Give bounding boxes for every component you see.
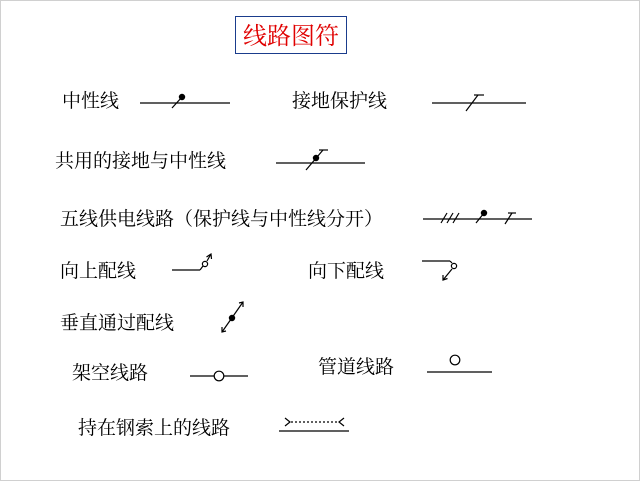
combined-earth-neutral-line-symbol [276,150,365,170]
label-five-wire-line: 五线供电线路（保护线与中性线分开） [60,208,384,230]
five-wire-line-symbol [423,210,532,224]
label-neutral-line: 中性线 [62,90,120,112]
wiring-up-symbol [172,254,212,270]
neutral-line-symbol [140,94,230,108]
conduit-line-symbol [427,355,492,372]
protective-earth-line-symbol [432,95,526,111]
label-conduit-line: 管道线路 [318,356,395,378]
overhead-line-symbol [190,371,248,381]
label-catenary-wire-line: 持在钢索上的线路 [78,417,231,439]
label-combined-earth-neutral-line: 共用的接地与中性线 [55,150,227,172]
label-protective-earth-line: 接地保护线 [292,90,388,112]
vertical-pass-through-symbol [222,302,243,332]
wiring-down-symbol [422,261,457,280]
diagram-title: 线路图符 [235,16,347,54]
label-vertical-pass-through: 垂直通过配线 [60,312,175,334]
catenary-wire-line-symbol [279,418,349,431]
label-wiring-up: 向上配线 [60,260,137,282]
label-wiring-down: 向下配线 [308,260,385,282]
label-overhead-line: 架空线路 [72,362,149,384]
